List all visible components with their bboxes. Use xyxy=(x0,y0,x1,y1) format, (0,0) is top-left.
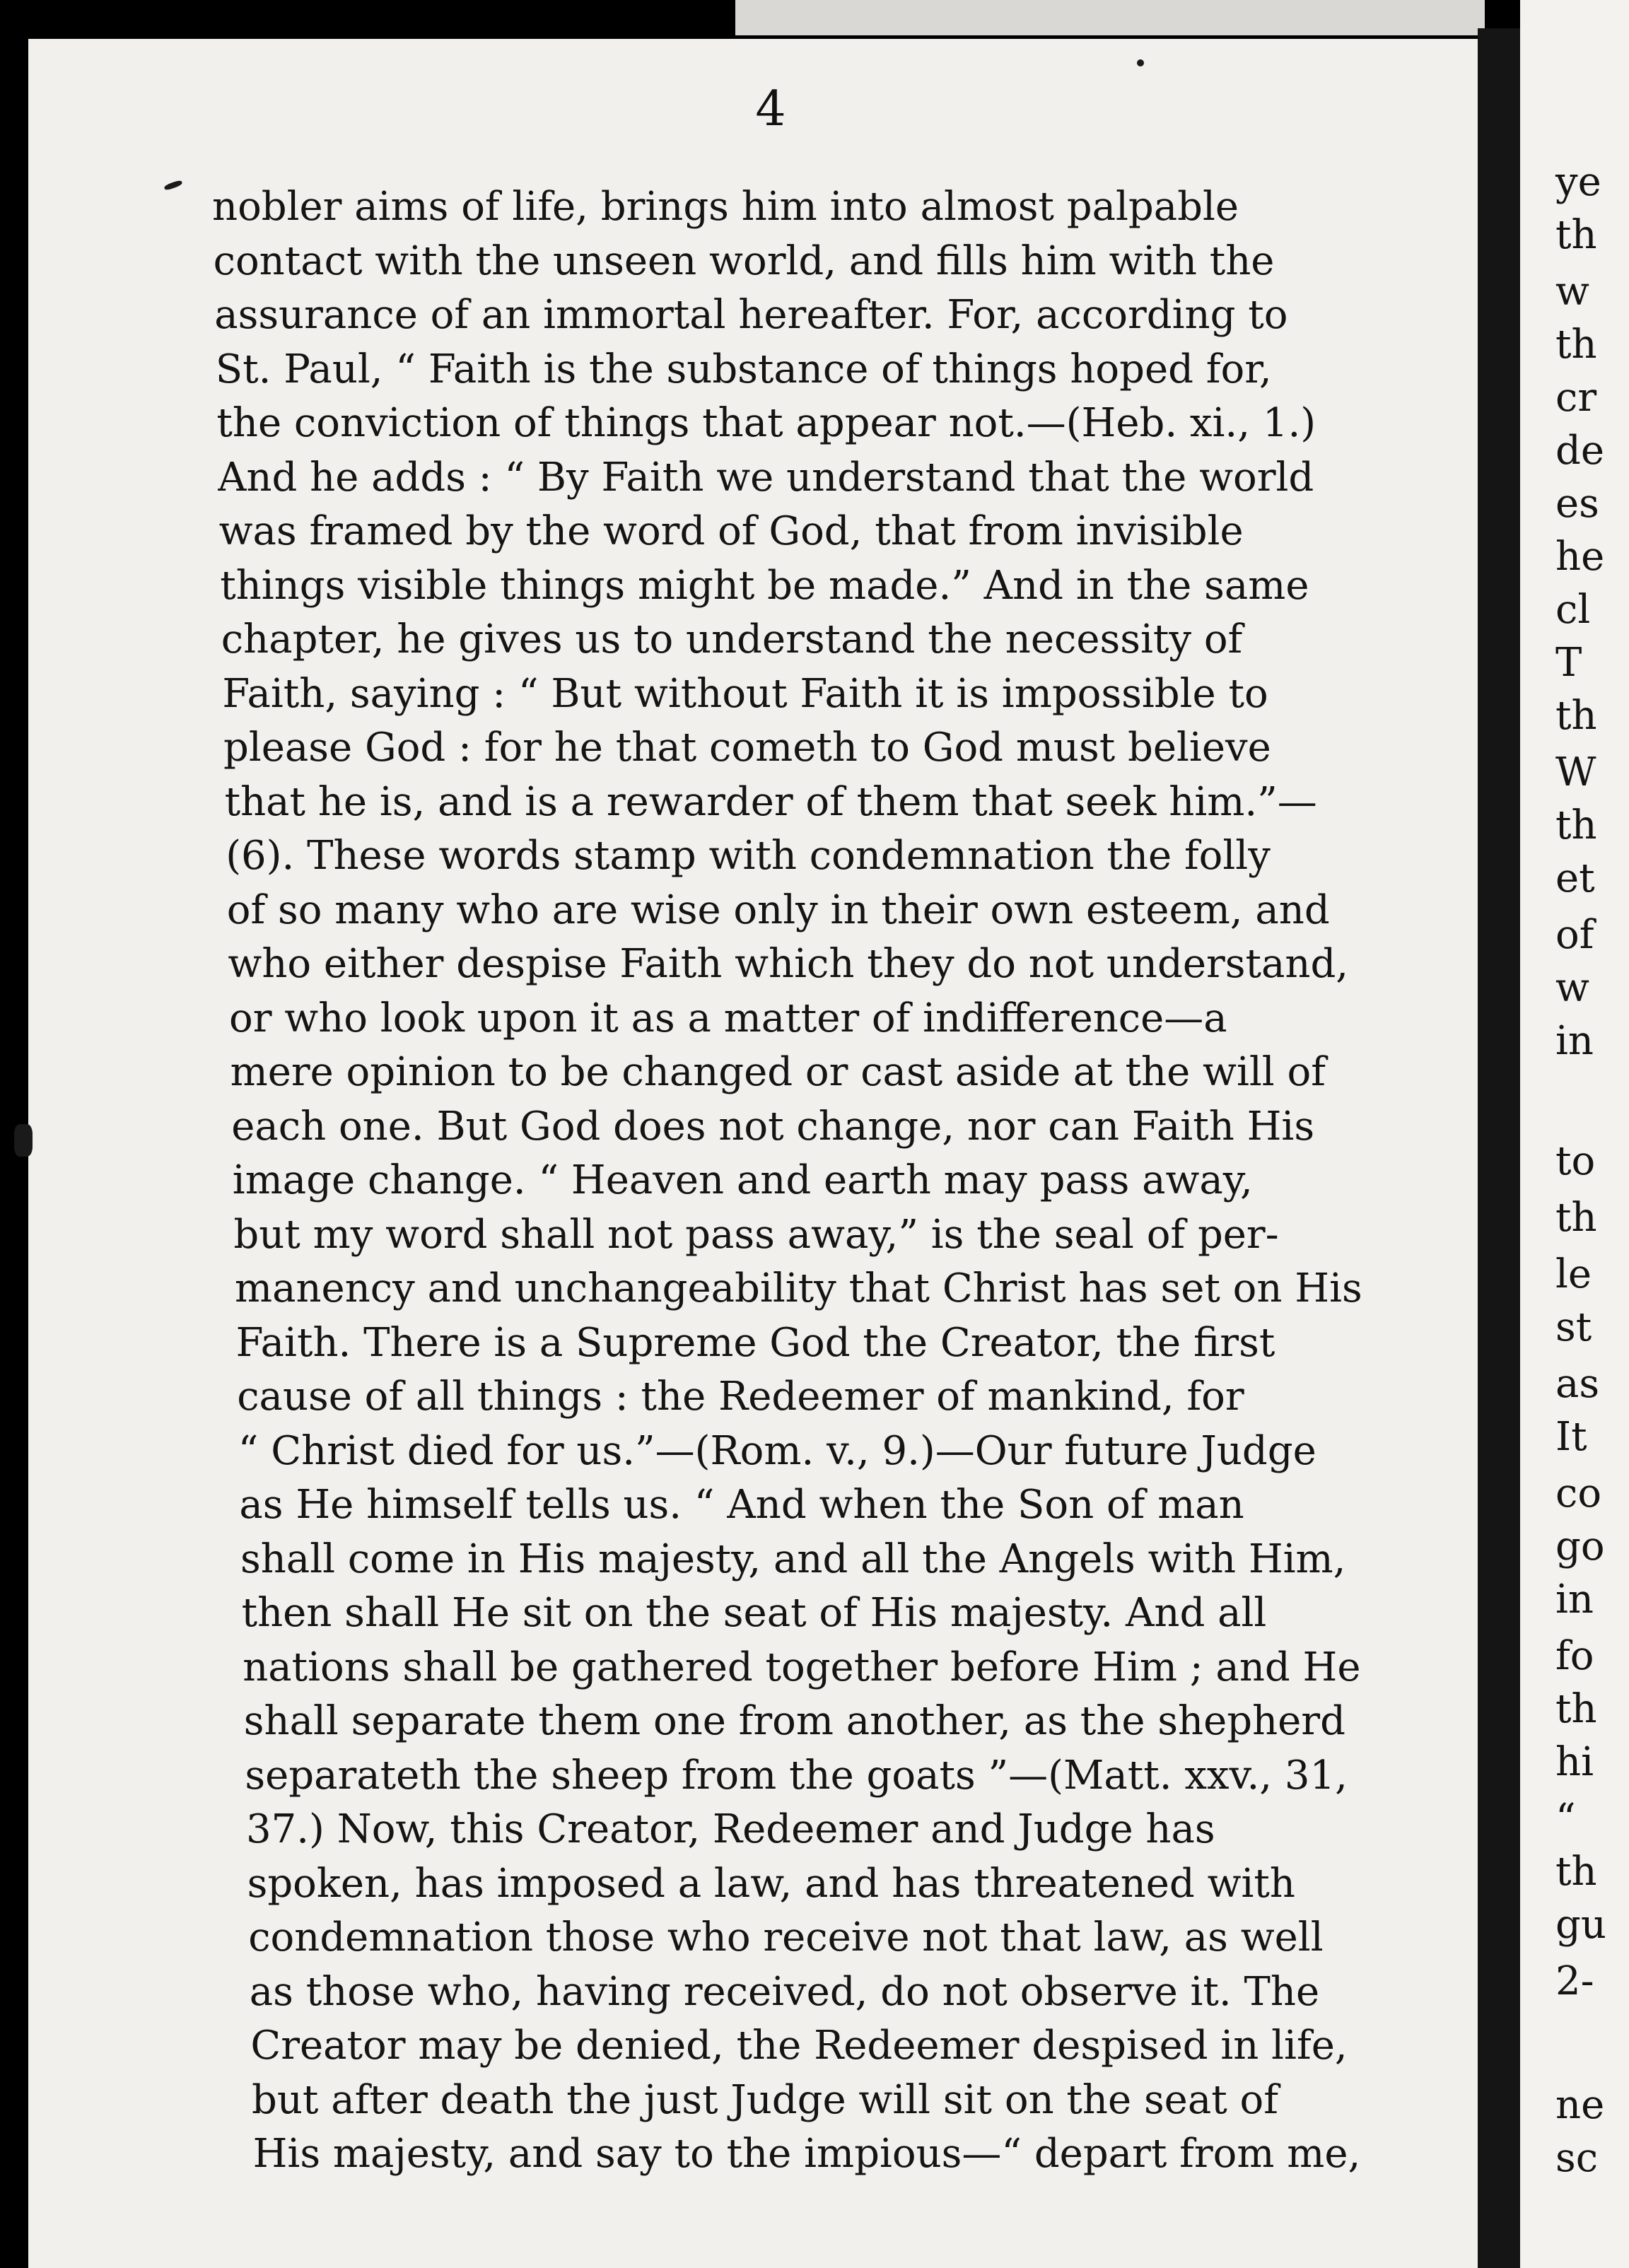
text-line: or who look upon it as a matter of indifference—a xyxy=(229,995,1227,1041)
facing-page-fragment: he xyxy=(1555,534,1605,580)
text-line: And he adds : “ By Faith we understand that the world xyxy=(218,454,1314,501)
text-line: spoken, has imposed a law, and has threatened with xyxy=(247,1860,1295,1907)
facing-page-fragment: It xyxy=(1555,1414,1587,1460)
facing-page-fragment: th xyxy=(1555,212,1597,258)
text-line: as those who, having received, do not observe it. The xyxy=(249,1968,1320,2015)
text-line: His majesty, and say to the impious—“ depart from me, xyxy=(252,2131,1361,2177)
text-line: nations shall be gathered together before Him ; and He xyxy=(243,1644,1361,1690)
facing-page-fragment: cl xyxy=(1555,587,1591,633)
facing-page-fragment: in xyxy=(1555,1577,1594,1623)
text-line: mere opinion to be changed or cast aside at the will of xyxy=(230,1049,1326,1095)
text-line: who either despise Faith which they do not understand, xyxy=(228,941,1349,987)
facing-page-fragment: go xyxy=(1555,1524,1605,1570)
body-text xyxy=(212,180,1386,2182)
facing-page-fragment: co xyxy=(1555,1471,1602,1516)
facing-page-fragment: w xyxy=(1555,965,1589,1011)
text-line: manency and unchangeability that Christ has set on His xyxy=(235,1265,1362,1311)
facing-page-fragment: as xyxy=(1555,1361,1600,1407)
page-number: 4 xyxy=(755,81,786,137)
facing-page-fragment: th xyxy=(1555,1195,1597,1241)
facing-page-fragment: sc xyxy=(1555,2135,1599,2181)
facing-page-fragment: in xyxy=(1555,1018,1594,1064)
text-line: but after death the just Judge will sit on the seat of xyxy=(252,2076,1278,2123)
text-line: nobler aims of life, brings him into almost palpable xyxy=(212,184,1239,230)
facing-page-fragment: es xyxy=(1555,481,1599,527)
facing-page-fragment: th xyxy=(1555,1686,1597,1732)
facing-page-fragment: of xyxy=(1555,912,1594,958)
facing-page-fragment: to xyxy=(1555,1138,1596,1184)
text-line: that he is, and is a rewarder of them that seek him.”— xyxy=(224,778,1317,825)
scan-speck xyxy=(14,1124,33,1157)
text-line: Creator may be denied, the Redeemer despised in life, xyxy=(250,2023,1348,2069)
text-line: image change. “ Heaven and earth may pass away, xyxy=(232,1157,1253,1203)
facing-page-fragment: et xyxy=(1555,855,1595,901)
text-line: (6). These words stamp with condemnation the folly xyxy=(226,833,1271,879)
facing-page-fragment: W xyxy=(1555,749,1596,795)
text-line: Faith. There is a Supreme God the Creator, the first xyxy=(235,1319,1275,1366)
facing-page-fragment: fo xyxy=(1555,1633,1594,1679)
text-line: cause of all things : the Redeemer of mankind, for xyxy=(237,1374,1244,1420)
facing-page-fragment: cr xyxy=(1555,375,1597,421)
text-line: condemnation those who receive not that law, as well xyxy=(248,1915,1324,1960)
text-line: “ Christ died for us.”—(Rom. v., 9.)—Our future Judge xyxy=(238,1427,1316,1474)
text-line: shall come in His majesty, and all the Angels with Him, xyxy=(240,1536,1346,1582)
text-line: chapter, he gives us to understand the necessity of xyxy=(221,616,1243,662)
text-line: 37.) Now, this Creator, Redeemer and Judge has xyxy=(246,1806,1215,1852)
text-line: but my word shall not pass away,” is the seal of per- xyxy=(233,1211,1279,1258)
page-top-edge xyxy=(735,0,1485,35)
facing-page-fragment: st xyxy=(1555,1304,1592,1350)
text-line: things visible things might be made.” And in the same xyxy=(220,562,1309,609)
facing-page-fragment: th xyxy=(1555,322,1597,368)
book-gutter xyxy=(1478,28,1520,2268)
text-line: St. Paul, “ Faith is the substance of things hoped for, xyxy=(215,346,1272,392)
text-line: separateth the sheep from the goats ”—(Matt. xxv., 31, xyxy=(245,1752,1348,1799)
facing-page-fragment: 2- xyxy=(1555,1958,1594,2004)
facing-page-fragment: le xyxy=(1555,1251,1592,1297)
facing-page-fragment: de xyxy=(1555,428,1604,474)
text-line: the conviction of things that appear not.—(Heb. xi., 1.) xyxy=(216,400,1316,446)
text-line: Faith, saying : “ But without Faith it is impossible to xyxy=(222,670,1268,717)
facing-page-fragment: “ xyxy=(1555,1796,1576,1842)
facing-page-fragment: th xyxy=(1555,802,1597,848)
text-line: each one. But God does not change, nor can Faith His xyxy=(231,1103,1315,1150)
text-line: shall separate them one from another, as the shepherd xyxy=(243,1698,1345,1744)
facing-page-fragment: hi xyxy=(1555,1739,1594,1785)
facing-page-fragment: gu xyxy=(1555,1902,1606,1948)
facing-page-fragment: w xyxy=(1555,269,1589,315)
text-line: as He himself tells us. “ And when the Son of man xyxy=(239,1482,1244,1528)
text-line: then shall He sit on the seat of His majesty. And all xyxy=(241,1590,1267,1636)
facing-page-fragment: ne xyxy=(1555,2082,1605,2128)
text-line: assurance of an immortal hereafter. For, according to xyxy=(214,292,1288,338)
text-line: please God : for he that cometh to God must believe xyxy=(223,725,1271,771)
scan-speck xyxy=(1137,59,1144,66)
facing-page-fragment: th xyxy=(1555,693,1597,739)
facing-page-fragment: ye xyxy=(1555,159,1601,205)
text-line: of so many who are wise only in their own esteem, and xyxy=(226,887,1330,933)
facing-page-fragment: th xyxy=(1555,1849,1597,1895)
facing-page-fragment: T xyxy=(1555,640,1582,686)
text-line: was framed by the word of God, that from invisible xyxy=(218,508,1244,554)
text-line: contact with the unseen world, and fills him with the xyxy=(213,238,1275,284)
